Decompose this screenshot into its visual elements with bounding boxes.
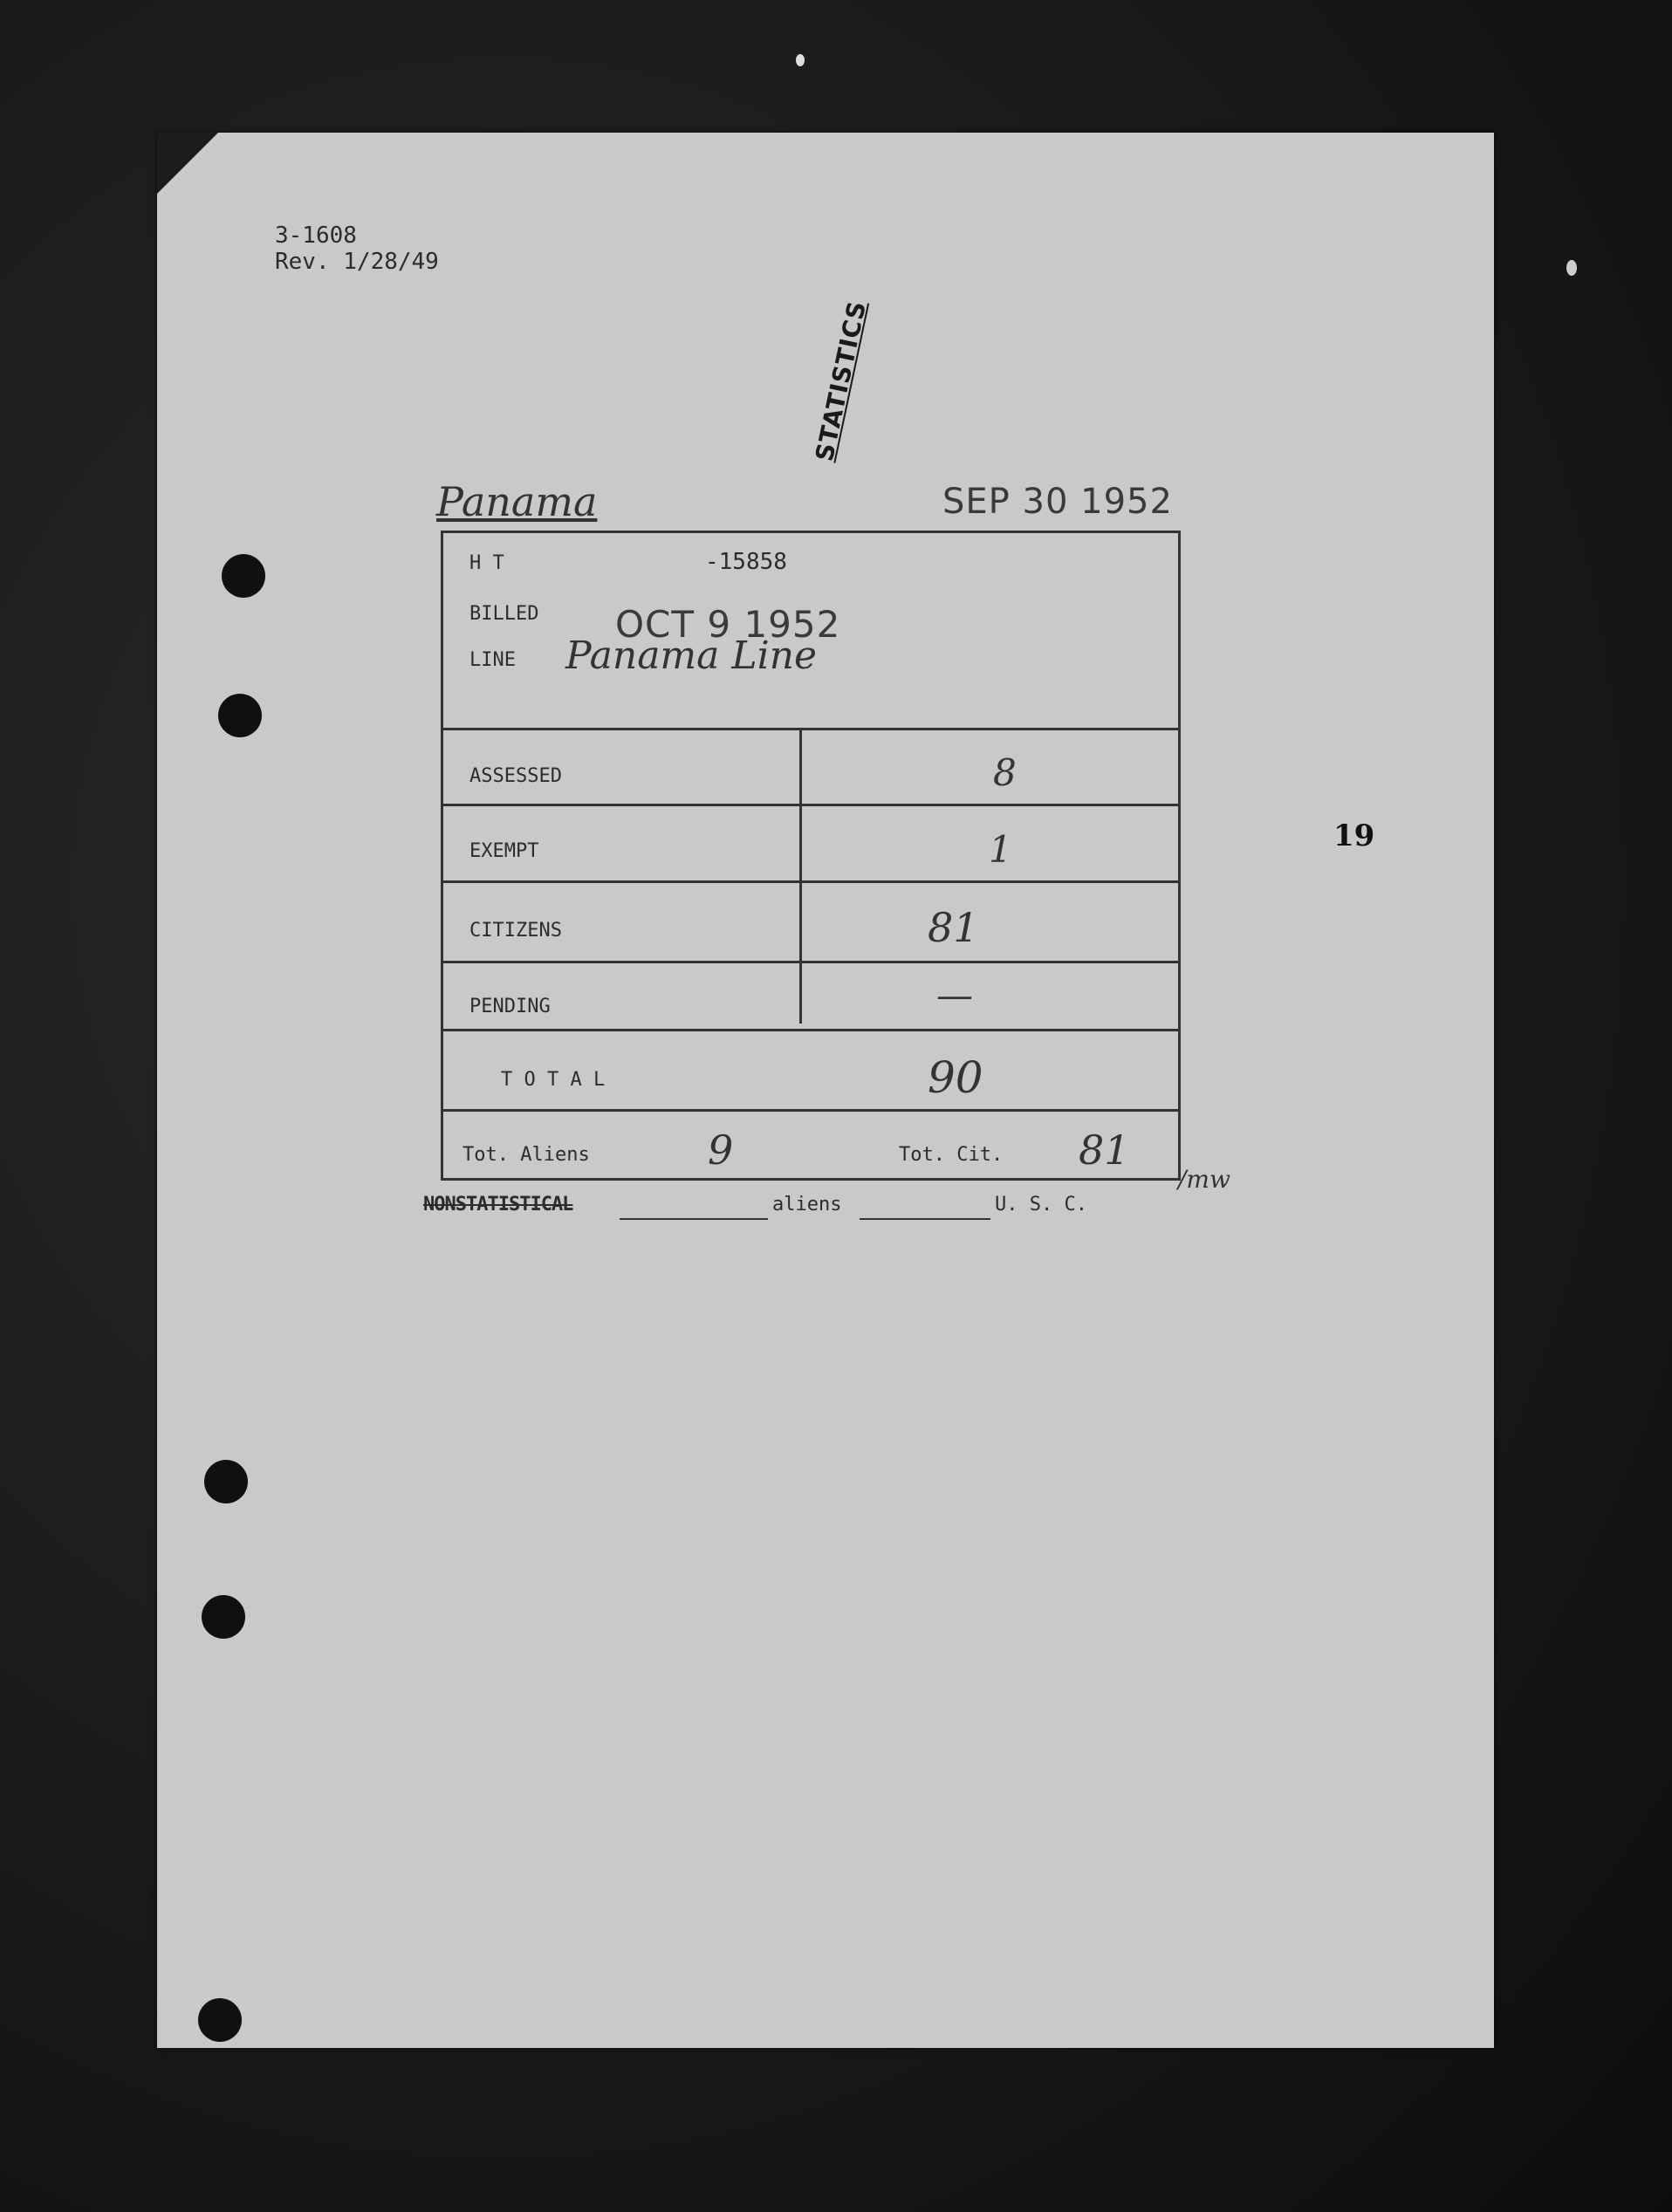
row-label-exempt: EXEMPT [469, 840, 539, 862]
ht-value: -15858 [705, 549, 787, 575]
line-label: LINE [469, 649, 516, 671]
row-label-citizens: CITIZENS [469, 920, 562, 942]
total-label: T O T A L [501, 1069, 606, 1091]
page-number: 19 [1333, 818, 1375, 853]
row-value-citizens: 81 [928, 904, 979, 951]
received-date-stamp: SEP 30 1952 [942, 482, 1173, 522]
nonstatistical-label: NONSTATISTICAL [423, 1194, 573, 1216]
row-value-exempt: 1 [989, 828, 1012, 871]
punch-hole [198, 1998, 242, 2042]
billed-date-stamp: OCT 9 1952 [615, 603, 841, 646]
scan-speck [1566, 260, 1577, 276]
row-divider [443, 880, 1178, 883]
tot-cit-label: Tot. Cit. [899, 1144, 1004, 1166]
nonstat-aliens-label: aliens [772, 1194, 842, 1216]
form-number: 3-1608 [275, 223, 357, 249]
scan-speck [796, 54, 805, 66]
tot-cit-value: 81 [1079, 1127, 1130, 1174]
row-divider [443, 961, 1178, 963]
row-value-assessed: 8 [993, 751, 1017, 794]
nonstat-usc-label: U. S. C. [995, 1194, 1087, 1216]
row-label-assessed: ASSESSED [469, 765, 562, 787]
statistics-form-box [441, 531, 1181, 1181]
tot-aliens-value: 9 [708, 1127, 734, 1174]
total-value: 90 [928, 1052, 983, 1103]
line-value: Panama Line [565, 633, 818, 678]
tot-aliens-label: Tot. Aliens [463, 1144, 590, 1166]
statistics-stamp: STATISTICS [809, 298, 873, 464]
billed-label: BILLED [469, 603, 539, 625]
punch-hole [202, 1595, 245, 1639]
handwritten-country: Panama [436, 478, 598, 525]
row-divider [443, 804, 1178, 806]
header-divider [443, 728, 1178, 730]
ht-label: H T [469, 552, 504, 574]
punch-hole [222, 554, 265, 598]
row-value-pending: — [936, 974, 973, 1017]
punch-hole [204, 1460, 248, 1503]
total-divider [443, 1109, 1178, 1112]
row-label-pending: PENDING [469, 996, 551, 1017]
nonstat-blank-1 [620, 1218, 768, 1220]
column-divider [799, 730, 802, 1024]
initials: /mw [1178, 1165, 1230, 1194]
form-number-block [275, 223, 439, 275]
punch-hole [218, 694, 262, 737]
nonstat-blank-2 [860, 1218, 990, 1220]
form-revision: Rev. 1/28/49 [275, 249, 439, 275]
corner-fold [157, 133, 218, 194]
row-divider [443, 1029, 1178, 1031]
